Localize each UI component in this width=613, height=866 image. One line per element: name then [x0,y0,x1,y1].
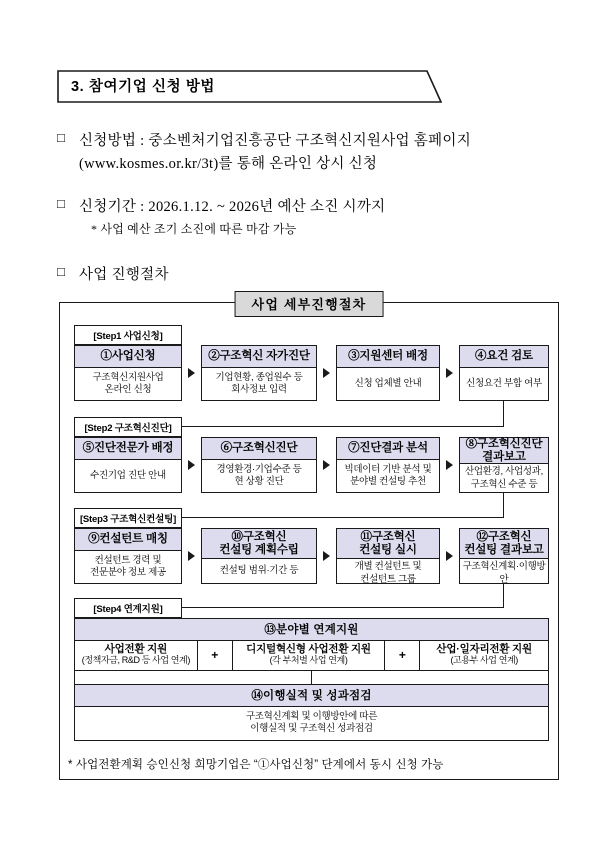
support-column-title: 사업전환 지원 [104,643,168,655]
support-column-2 [233,641,385,670]
bullet-subnote: * 사업 예산 조기 소진에 따른 마감 가능 [91,222,297,236]
spacer-cell [311,671,548,684]
performance-check-title: ⑭이행실적 및 성과점검 [75,685,548,707]
bullet-body [79,196,385,239]
diagram-footnote: * 사업전환계획 승인신청 희망기업은 “①사업신청” 단계에서 동시 신청 가능 [68,759,444,771]
bullet-marker-icon: □ [57,130,65,145]
process-box-8 [459,437,549,493]
plus-sign-icon: + [384,641,420,670]
support-column-3 [420,641,548,670]
process-box-head: ②구조혁신 자가진단 [202,346,316,368]
process-box-head: ⑧구조혁신진단 결과보고 [460,438,548,464]
process-box-head: ⑦진단결과 분석 [337,438,439,460]
bullet-item-process [57,264,169,287]
process-box-body: 컨설팅 범위·기간 등 [219,564,299,576]
arrow-right-icon [446,551,453,561]
section-header-banner [57,70,442,103]
support-column-sub: (각 부처별 사업 연계) [269,655,348,665]
process-box-head: ⑤진단전문가 배정 [75,438,181,460]
support-column-sub: (고용부 사업 연계) [450,655,518,665]
plus-sign-icon: + [197,641,233,670]
process-box-7 [336,437,440,493]
arrow-right-icon [446,460,453,470]
linked-support-title: ⑬분야별 연계지원 [75,619,548,641]
arrow-right-icon [188,551,195,561]
linked-support-table [74,618,549,741]
bullet-body [79,130,471,176]
process-flow-diagram [59,297,559,780]
spacer-cell [75,671,311,684]
bullet-marker-icon: □ [57,196,65,211]
process-box-head: ③지원센터 배정 [337,346,439,368]
process-box-head: ④요건 검토 [460,346,548,368]
support-column-title: 산업·일자리전환 지원 [436,643,532,655]
performance-check-desc: 구조혁신계획 및 이행방안에 따른 이행실적 및 구조혁신 성과점검 [245,710,378,734]
process-box-body: 신청 업체별 안내 [354,377,422,389]
bullet-marker-icon: □ [57,264,65,279]
table-spacer-row [75,670,548,685]
process-box-body: 경영환경·기업수준 등 현 상황 진단 [216,463,302,487]
process-box-body: 구조혁신계획·이행방안 [462,561,546,585]
process-box-body: 신청요건 부합 여부 [466,377,542,389]
process-box-body: 기업현황, 종업원수 등 회사정보 입력 [215,371,303,395]
process-box-body: 컨설턴트 경력 및 전문분야 정보 제공 [90,554,166,578]
process-box-3 [336,345,440,401]
process-box-11 [336,528,440,584]
bullet-item-application-period [57,196,385,239]
process-box-10 [201,528,317,584]
page-title: 3. 참여기업 신청 방법 [71,79,216,95]
step-chip-3: [Step3 구조혁신컨설팅] [74,508,182,528]
connector-line [182,517,504,518]
arrow-right-icon [323,368,330,378]
step-chip-1: [Step1 사업신청] [74,325,182,345]
process-box-9 [74,528,182,584]
bullet-line: (www.kosmes.or.kr/3t)를 통해 온라인 상시 신청 [79,156,378,172]
connector-line [503,401,504,427]
arrow-right-icon [188,460,195,470]
arrow-right-icon [188,368,195,378]
step-chip-4: [Step4 연계지원] [74,598,182,618]
connector-line [182,607,504,608]
diagram-title: 사업 세부진행절차 [235,291,384,317]
process-box-head: ⑥구조혁신진단 [202,438,316,460]
connector-line [503,493,504,518]
process-box-body: 빅데이터 기반 분석 및 분야별 컨설팅 추천 [344,463,432,487]
arrow-right-icon [446,368,453,378]
bullet-line: 신청기간 : 2026.1.12. ~ 2026년 예산 소진 시까지 [79,199,386,215]
connector-line [182,426,504,427]
process-box-2 [201,345,317,401]
linked-support-columns [75,641,548,670]
process-box-1 [74,345,182,401]
process-box-head: ⑫구조혁신 컨설팅 결과보고 [460,529,548,559]
bullet-line: 신청방법 : 중소벤처기업진흥공단 구조혁신지원사업 홈페이지 [79,133,472,149]
process-box-body: 개별 컨설턴트 및 컨설턴트 그룹 [354,561,422,585]
process-box-body: 구조혁신지원사업 온라인 신청 [92,371,164,395]
process-box-5 [74,437,182,493]
process-box-body: 산업환경, 사업성과, 구조혁신 수준 등 [464,466,544,490]
process-box-head: ⑩구조혁신 컨설팅 계획수립 [202,529,316,559]
process-box-body: 수진기업 진단 안내 [90,469,166,481]
support-column-title: 디지털혁신형 사업전환 지원 [246,643,371,655]
bullet-line: 사업 진행절차 [79,267,169,283]
step-chip-2: [Step2 구조혁신진단] [74,417,182,437]
support-column-sub: (정책자금, R&D 등 사업 연계) [81,655,190,665]
arrow-right-icon [323,551,330,561]
support-column-1 [75,641,197,670]
process-box-6 [201,437,317,493]
arrow-right-icon [323,460,330,470]
process-box-head: ①사업신청 [75,346,181,368]
process-box-head: ⑪구조혁신 컨설팅 실시 [337,529,439,559]
process-box-12 [459,528,549,584]
process-box-4 [459,345,549,401]
process-box-head: ⑨컨설턴트 매칭 [75,529,181,551]
bullet-body [79,264,169,287]
bullet-item-application-method [57,130,471,176]
